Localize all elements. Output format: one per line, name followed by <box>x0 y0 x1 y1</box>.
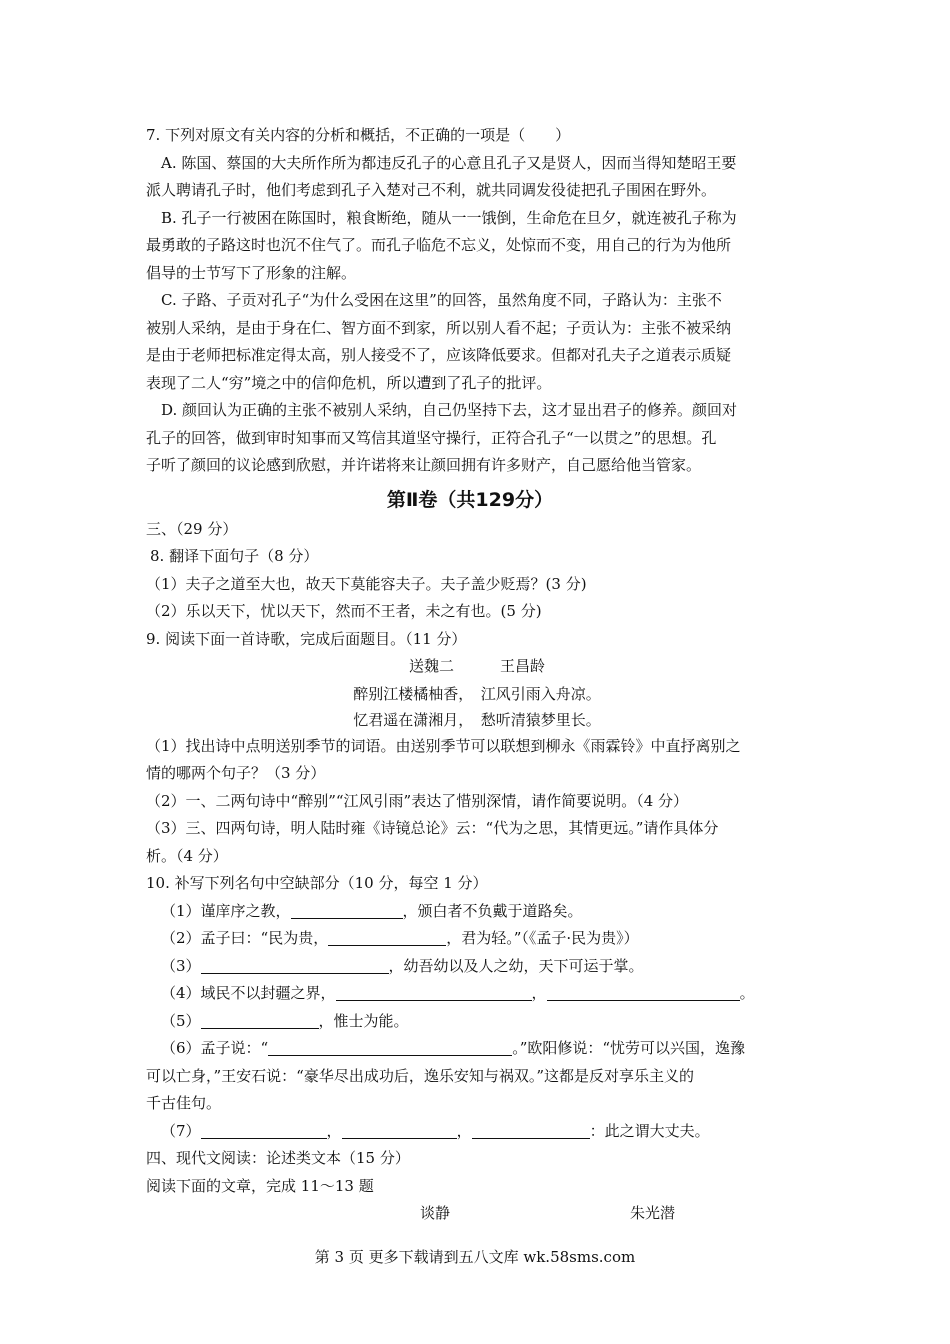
q10-text: ， <box>456 1121 472 1140</box>
q8-stem: 8. 翻译下面句子（8 分） <box>150 547 319 565</box>
answer-blank[interactable] <box>342 1123 457 1139</box>
q7-option-c-line: 被别人采纳，是由于身在仁、智方面不到家，所以别人看不起；子贡认为：主张不被采纳 <box>146 318 732 337</box>
q10-item-2 <box>146 925 808 953</box>
q10-text: （2）孟子曰：“民为贵， <box>161 929 329 947</box>
section-4-heading: 四、现代文阅读：论述类文本（15 分） <box>146 1149 410 1167</box>
q10-item-4 <box>146 980 808 1008</box>
q9-sub3-line: 析。（4 分） <box>146 846 228 865</box>
q9-sub3-line: （3）三、四两句诗，明人陆时雍《诗镜总论》云：“代为之思，其情更远。”请作具体分 <box>146 819 719 837</box>
q8-item: （2）乐以天下，忧以天下，然而不王者，未之有也。(5 分) <box>146 602 542 620</box>
q10-text: ， <box>326 1121 342 1140</box>
q7-option-c-line: 是由于老师把标准定得太高，别人接受不了，应该降低要求。但都对孔夫子之道表示质疑 <box>146 346 732 364</box>
q10-text: （5） <box>161 1011 201 1030</box>
q10-item-6-cont: 可以亡身，”王安石说：“豪华尽出成功后，逸乐安知与祸双。”这都是反对享乐主义的 <box>146 1066 695 1085</box>
article-title: 谈静 <box>420 1204 451 1222</box>
poem-line: 醉别江楼橘柚香， 江风引雨入舟凉。 <box>353 684 601 703</box>
q7-option-c-line: C. 子路、子贡对孔子“为什么受困在这里”的回答，虽然角度不同，子路认为：主张不 <box>161 291 722 309</box>
page-footer: 第 3 页 更多下载请到五八文库 wk.58sms.com <box>314 1248 636 1266</box>
q10-text: ，惟士为能。 <box>318 1011 409 1030</box>
q7-option-a-line: 派人聘请孔子时，他们考虑到孔子入楚对己不利，就共同调发役徒把孔子围困在野外。 <box>146 181 717 199</box>
q7-stem: 7. 下列对原文有关内容的分析和概括，不正确的一项是（ ） <box>146 126 571 144</box>
section-3-heading: 三、（29 分） <box>146 519 238 538</box>
article-author: 朱光潜 <box>630 1204 676 1222</box>
q7-option-c-line: 表现了二人“穷”境之中的信仰危机，所以遭到了孔子的批评。 <box>146 373 552 392</box>
q9-sub2: （2）一、二两句诗中“醉别”“江风引雨”表达了惜别深情，请作简要说明。（4 分） <box>146 791 689 810</box>
q7-option-d-line: 子听了颜回的议论感到欣慰，并许诺将来让颜回拥有许多财产，自己愿给他当管家。 <box>146 456 702 474</box>
q10-text: ：此之谓大丈夫。 <box>589 1121 710 1140</box>
q10-item-6 <box>146 1035 808 1063</box>
q10-item-1 <box>146 898 808 926</box>
q10-text: （7） <box>161 1121 201 1140</box>
q7-option-d-line: 孔子的回答，做到审时知事而又笃信其道坚守操行，正符合孔子“一以贯之”的思想。孔 <box>146 428 717 447</box>
section-4-instruction: 阅读下面的文章，完成 11～13 题 <box>146 1176 374 1195</box>
part-2-title: 第Ⅱ卷（共129分） <box>386 488 554 511</box>
q10-text: （1）谨庠序之教， <box>161 901 291 920</box>
q10-stem: 10. 补写下列名句中空缺部分（10 分，每空 1 分） <box>146 874 488 892</box>
poem-line: 忆君遥在潇湘月， 愁听清猿梦里长。 <box>353 710 601 729</box>
q10-item-7 <box>146 1118 808 1146</box>
page-content <box>146 122 808 1230</box>
q7-option-b-line: B. 孔子一行被困在陈国时，粮食断绝，随从一一饿倒，生命危在旦夕，就连被孔子称为 <box>161 208 737 227</box>
q10-text: （3） <box>161 956 201 975</box>
answer-blank[interactable] <box>201 1013 319 1029</box>
poem-heading <box>146 653 808 681</box>
q10-text: （6）孟子说：“ <box>161 1039 269 1057</box>
article-heading <box>146 1200 808 1230</box>
q10-text: （4）域民不以封疆之界， <box>161 984 336 1002</box>
q10-item-3 <box>146 953 808 981</box>
q9-sub1-line: 情的哪两个句子？（3 分） <box>146 764 326 782</box>
answer-blank[interactable] <box>291 903 403 919</box>
answer-blank[interactable] <box>201 958 389 974</box>
answer-blank[interactable] <box>268 1040 512 1056</box>
answer-blank[interactable] <box>328 930 446 946</box>
q10-text: ， <box>531 984 547 1002</box>
answer-blank[interactable] <box>472 1123 590 1139</box>
q10-item-6-cont: 千古佳句。 <box>146 1094 222 1112</box>
q10-text: ，颁白者不负戴于道路矣。 <box>402 901 583 920</box>
q10-text: 。”欧阳修说：“忧劳可以兴国，逸豫 <box>512 1039 746 1057</box>
q10-text: ，君为轻。”（《孟子·民为贵》） <box>446 929 639 947</box>
poem-title: 送魏二 <box>408 657 454 675</box>
q7-option-b-line: 最勇敢的子路这时也沉不住气了。而孔子临危不忘义，处惊而不变，用自己的行为为他所 <box>146 236 732 254</box>
answer-blank[interactable] <box>201 1123 327 1139</box>
answer-blank[interactable] <box>336 985 532 1001</box>
answer-blank[interactable] <box>547 985 740 1001</box>
q7-option-d-line: D. 颜回认为正确的主张不被别人采纳，自己仍坚持下去，这才显出君子的修养。颜回对 <box>161 401 738 419</box>
q10-item-5 <box>146 1008 808 1036</box>
q8-item: （1）夫子之道至大也，故天下莫能容夫子。夫子盖少贬焉？(3 分) <box>146 574 587 593</box>
q9-sub1-line: （1）找出诗中点明送别季节的词语。由送别季节可以联想到柳永《雨霖铃》中直抒离别之 <box>146 736 741 755</box>
q7-option-b-line: 倡导的士节写下了形象的注解。 <box>146 263 357 282</box>
poem-author: 王昌龄 <box>500 657 546 675</box>
q9-stem: 9. 阅读下面一首诗歌，完成后面题目。（11 分） <box>146 629 467 648</box>
q10-text: 。 <box>739 984 755 1002</box>
q10-text: ，幼吾幼以及人之幼，天下可运于掌。 <box>388 956 644 975</box>
q7-option-a-line: A. 陈国、蔡国的大夫所作所为都违反孔子的心意且孔子又是贤人，因而当得知楚昭王要 <box>161 153 737 172</box>
